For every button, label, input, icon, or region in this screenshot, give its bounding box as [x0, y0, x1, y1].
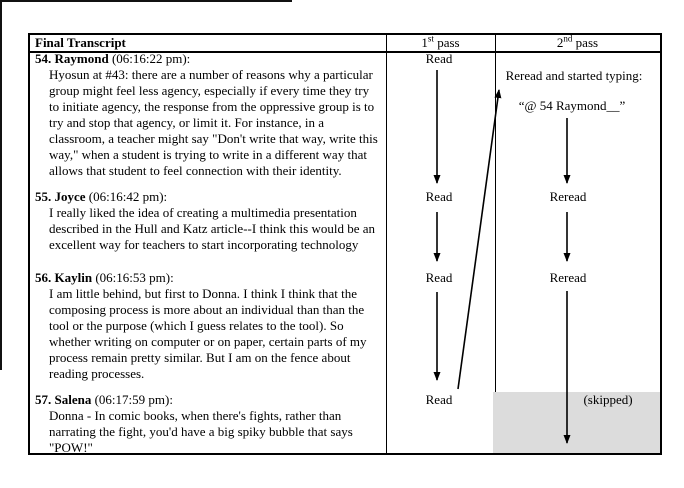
first-pass-word: pass [433, 35, 460, 50]
column-header-final-transcript: Final Transcript [35, 35, 126, 50]
transcript-entry-55 [35, 189, 382, 253]
second-pass-number: 2 [556, 35, 564, 50]
pass2-reread-typing-label: Reread and started typing: [505, 68, 643, 83]
column-divider-1 [386, 35, 387, 453]
column-header-first-pass [386, 35, 495, 50]
pass2-skipped-label: (skipped) [583, 392, 633, 407]
column-divider-2 [495, 35, 496, 453]
pass2-reread-label-55: Reread [549, 189, 587, 204]
first-pass-number: 1 [421, 35, 428, 50]
pass1-read-label-54: Read [425, 51, 453, 66]
pass1-read-label-57: Read [425, 392, 453, 407]
pass1-read-label-55: Read [425, 189, 453, 204]
entry-54-speaker: 54. Raymond [35, 51, 109, 66]
entry-54-timestamp: (06:16:22 pm): [108, 51, 191, 66]
entry-57-timestamp: (06:17:59 pm): [91, 392, 173, 407]
entry-55-heading [35, 189, 382, 205]
entry-57-heading [35, 392, 382, 408]
entry-57-speaker: 57. Salena [35, 392, 92, 407]
entry-57-text: Donna - In comic books, when there's fights, rather than narrating the fight, you'd have a big spiky bubble that says "POW!" [49, 408, 353, 455]
entry-54-text: Hyosun at #43: there are a number of reasons why a particular group might feel less agency, especially if every time they try to initiate agency, the response from the oppressive group is to try and stop that agency, or limit it. For instance, in a classroom, a teacher might say "Don't write that way, write this way," when a student is trying to write in a different way that allows that student to feel connection with their identity. [49, 67, 378, 178]
entry-56-heading [35, 270, 382, 286]
pass2-reread-label-56: Reread [549, 270, 587, 285]
entry-54-heading [35, 51, 382, 67]
entry-55-timestamp: (06:16:42 pm): [85, 189, 168, 204]
pass1-read-label-56: Read [425, 270, 453, 285]
transcript-entry-54 [35, 51, 382, 179]
entry-55-text: I really liked the idea of creating a multimedia presentation described in the Hull and Katz article--I think this would be an excellent way for teachers to start incorporating technology [49, 205, 375, 252]
first-pass-ordinal: st [427, 33, 434, 44]
page-edge-left [0, 0, 2, 370]
page-edge-top [0, 0, 292, 2]
entry-56-speaker: 56. Kaylin [35, 270, 93, 285]
skipped-highlight-region [493, 392, 660, 453]
column-header-second-pass [495, 35, 660, 50]
entry-55-speaker: 55. Joyce [35, 189, 86, 204]
entry-56-text: I am little behind, but first to Donna. I think I think that the composing process is more about an individual than than the tool or the purpose (which I guess relates to the tool). So whether writing on computer or on paper, certain parts of my process remain pretty similar. But I am on the fence about reading processes. [49, 286, 367, 381]
transcript-entry-56 [35, 270, 382, 382]
second-pass-word: pass [572, 35, 599, 50]
transcript-table [28, 33, 662, 455]
pass2-typed-quote: “@ 54 Raymond__” [518, 98, 626, 113]
transcript-entry-57 [35, 392, 382, 456]
entry-56-timestamp: (06:16:53 pm): [92, 270, 174, 285]
second-pass-ordinal: nd [563, 33, 573, 44]
